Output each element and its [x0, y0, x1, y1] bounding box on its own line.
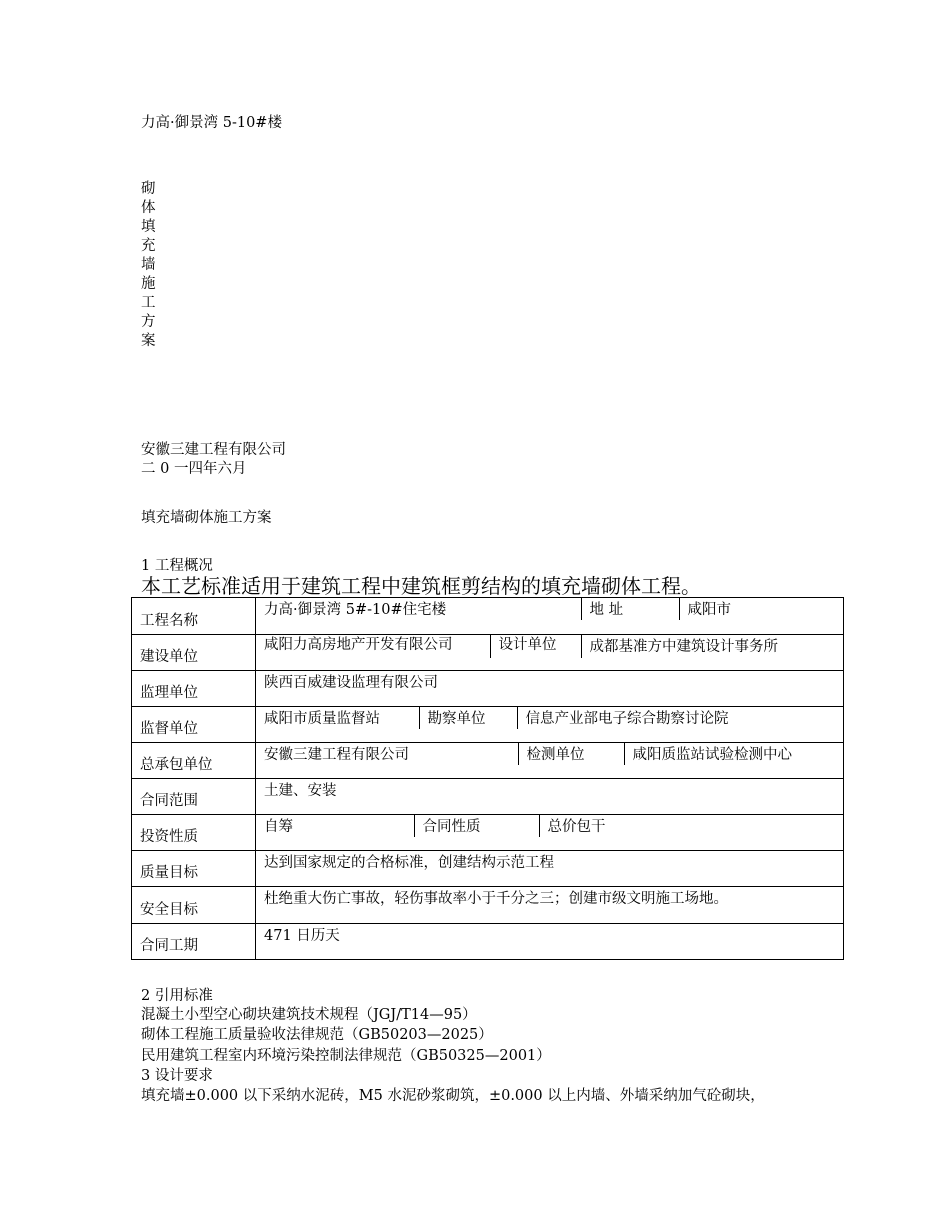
cell-key: 检测单位 [518, 743, 624, 765]
title-char: 墙 [141, 257, 156, 273]
vertical-title [141, 180, 156, 351]
row-label: 安全目标 [132, 887, 256, 924]
cell-value: 总价包干 [539, 815, 843, 837]
cell-key: 地 址 [581, 598, 679, 620]
standard-item: 混凝土小型空心砌块建筑技术规程（JGJ/T14—95） [141, 1007, 477, 1023]
cell-key: 合同性质 [414, 815, 539, 837]
table-row [132, 743, 844, 779]
cell-value: 咸阳市 [679, 598, 843, 620]
document-date: 二 0 一四年六月 [141, 461, 247, 477]
row-value: 471 日历天 [256, 924, 844, 960]
row-value: 咸阳力高房地产开发有限公司 [256, 635, 490, 658]
row-value: 土建、安装 [256, 779, 844, 815]
company-name: 安徽三建工程有限公司 [141, 442, 286, 458]
document-title: 填充墙砌体施工方案 [141, 510, 272, 526]
title-char: 体 [141, 200, 156, 216]
section3-text: 填充墙±0.000 以下采纳水泥砖，M5 水泥砂浆砌筑，±0.000 以上内墙、外墙采纳加气砼砌块， [141, 1088, 765, 1104]
section3-heading: 3 设计要求 [141, 1068, 213, 1084]
section1-intro: 本工艺标准适用于建筑工程中建筑框剪结构的填充墙砌体工程。 [141, 574, 701, 598]
table-row [132, 779, 844, 815]
table-row [132, 671, 844, 707]
row-label: 监理单位 [132, 671, 256, 707]
row-label: 总承包单位 [132, 743, 256, 779]
table-row [132, 635, 844, 671]
project-name: 力高·御景湾 5-10#楼 [141, 115, 282, 131]
row-label: 合同工期 [132, 924, 256, 960]
row-value: 力高·御景湾 5#-10#住宅楼 [256, 598, 581, 620]
title-char: 工 [141, 295, 156, 311]
project-overview-table [131, 597, 844, 960]
title-char: 填 [141, 219, 156, 235]
cell-value: 咸阳质监站试验检测中心 [624, 743, 843, 765]
title-char: 充 [141, 238, 156, 254]
row-value: 咸阳市质量监督站 [256, 707, 419, 729]
table-row [132, 815, 844, 851]
table-row [132, 707, 844, 743]
row-value: 杜绝重大伤亡事故，轻伤事故率小于千分之三；创建市级文明施工场地。 [256, 887, 844, 924]
table-row [132, 598, 844, 635]
table-row [132, 924, 844, 960]
title-char: 方 [141, 314, 156, 330]
standard-item: 砌体工程施工质量验收法律规范（GB50203—2025） [141, 1027, 493, 1043]
title-char: 砌 [141, 181, 156, 197]
row-value: 达到国家规定的合格标准，创建结构示范工程 [256, 851, 844, 887]
row-value: 陕西百威建设监理有限公司 [256, 671, 844, 707]
cell-key: 设计单位 [490, 635, 581, 658]
row-value: 自筹 [256, 815, 414, 837]
cell-key: 勘察单位 [419, 707, 517, 729]
row-label: 合同范围 [132, 779, 256, 815]
table-row [132, 887, 844, 924]
section2-heading: 2 引用标准 [141, 988, 213, 1004]
row-label: 建设单位 [132, 635, 256, 671]
row-label: 工程名称 [132, 598, 256, 635]
title-char: 施 [141, 276, 156, 292]
table-row [132, 851, 844, 887]
cell-value: 信息产业部电子综合勘察讨论院 [517, 707, 843, 729]
title-char: 案 [141, 333, 156, 349]
standard-item: 民用建筑工程室内环境污染控制法律规范（GB50325—2001） [141, 1048, 551, 1064]
section1-heading: 1 工程概况 [141, 558, 213, 574]
row-label: 投资性质 [132, 815, 256, 851]
row-label: 监督单位 [132, 707, 256, 743]
row-value: 安徽三建工程有限公司 [256, 743, 518, 765]
row-label: 质量目标 [132, 851, 256, 887]
cell-value: 成都基准方中建筑设计事务所 [581, 635, 843, 658]
